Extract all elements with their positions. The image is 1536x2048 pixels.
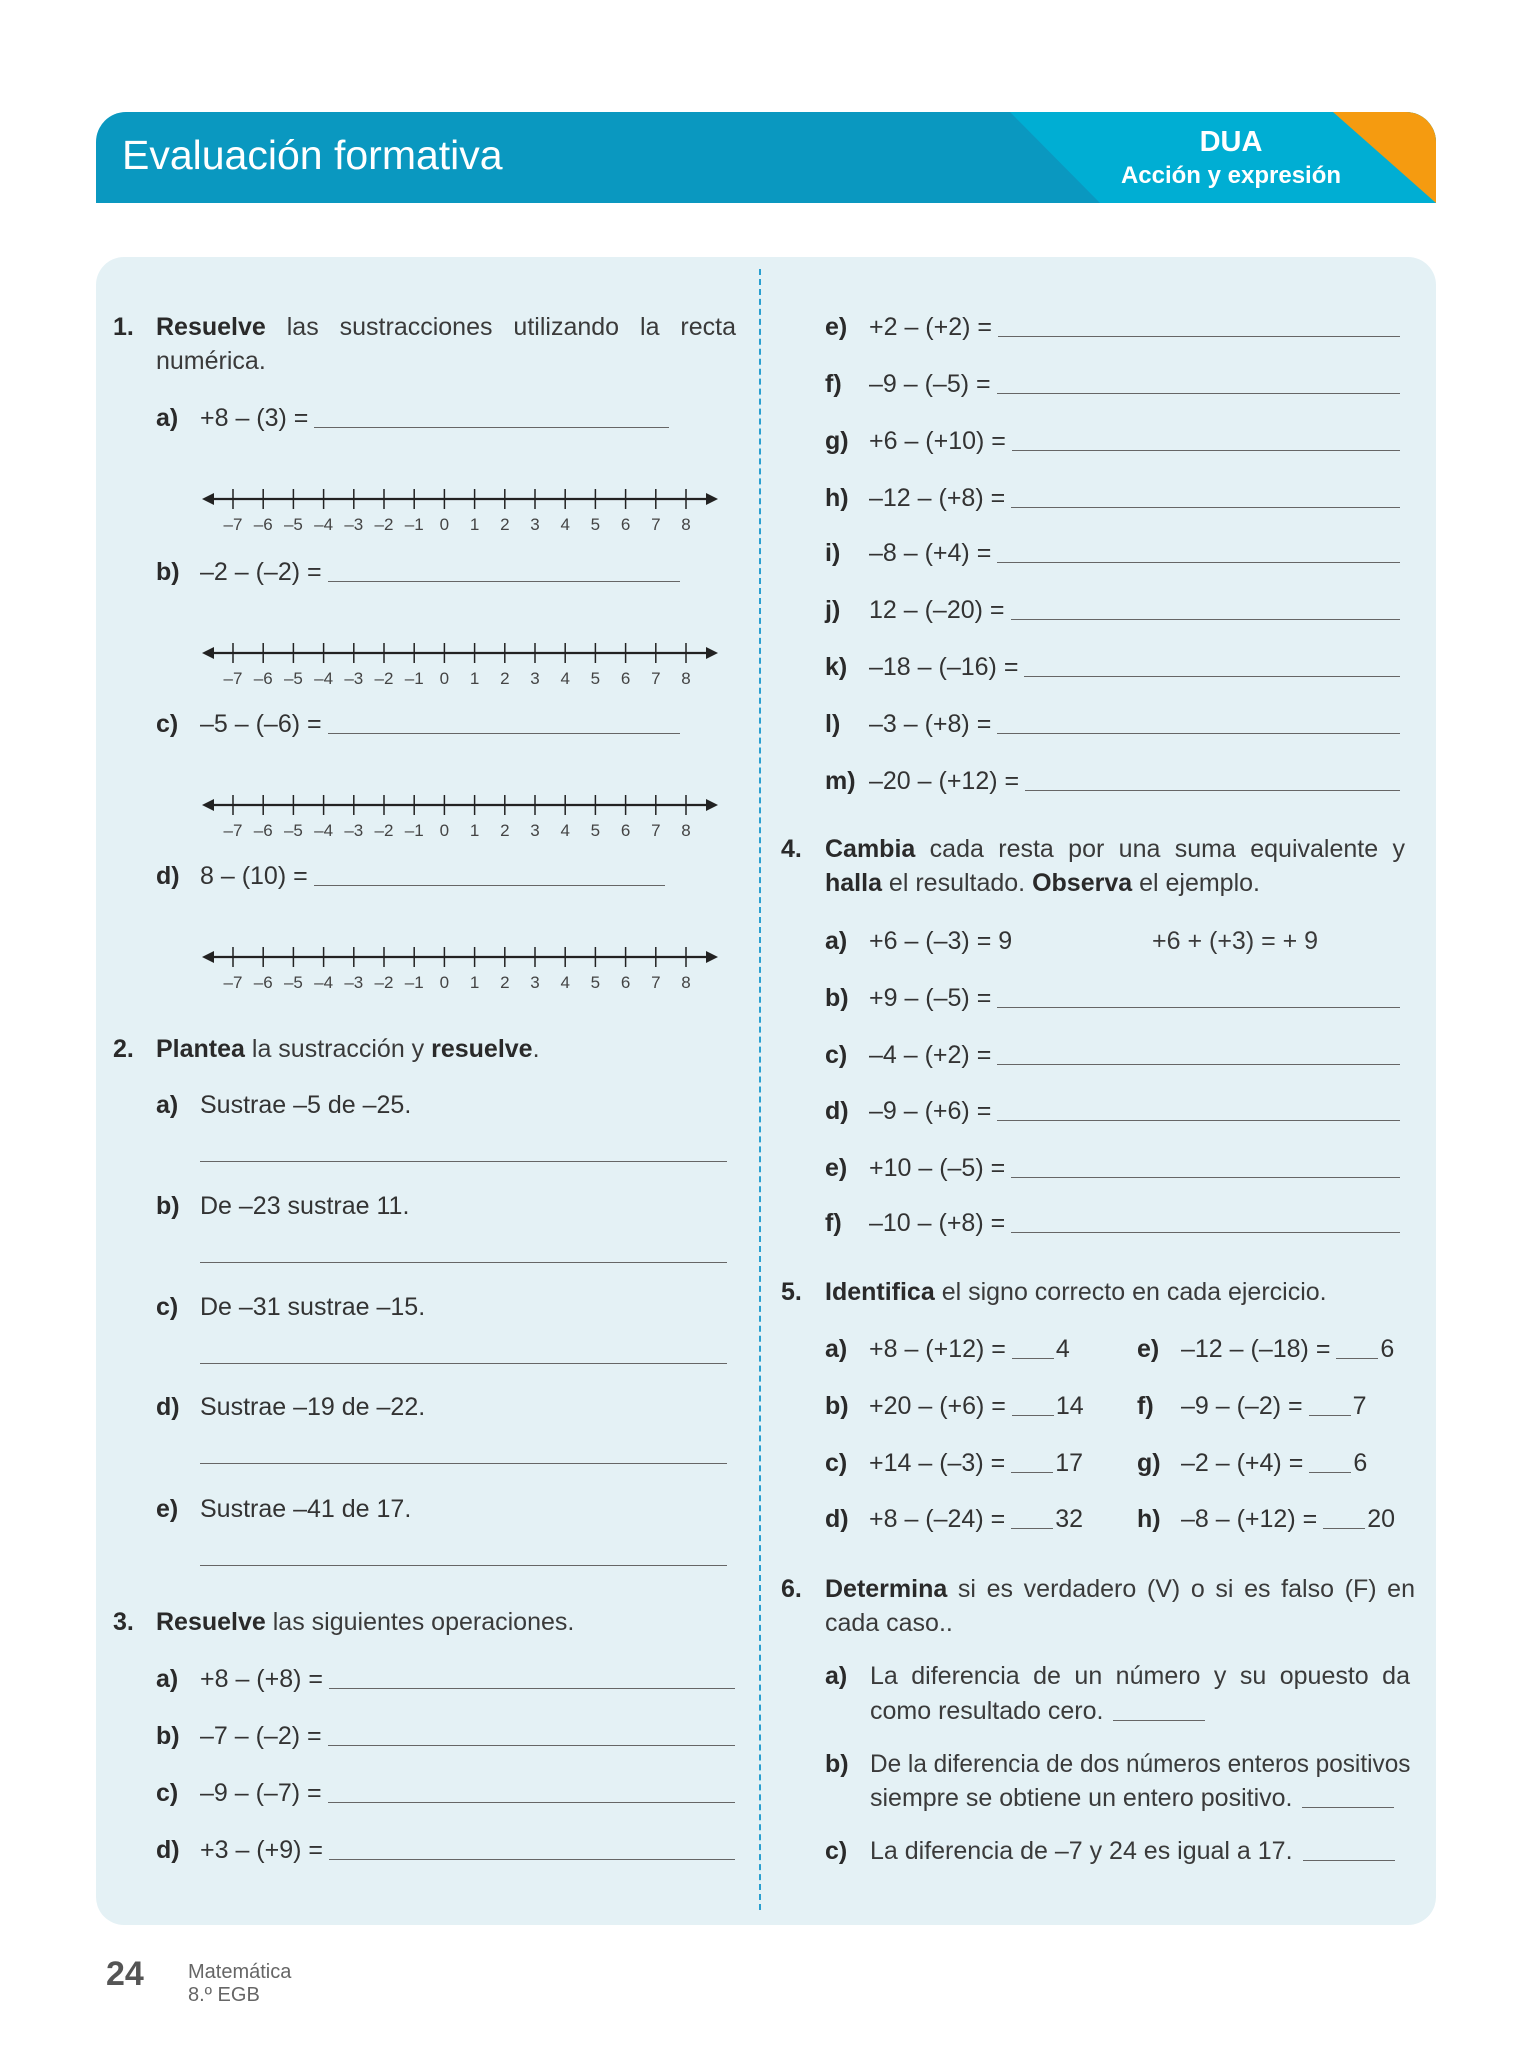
heading-keyword: resuelve xyxy=(431,1035,533,1063)
item-expression: –12 – (–18) = xyxy=(1181,1335,1331,1363)
item-letter: a) xyxy=(825,927,848,955)
heading-keyword: halla xyxy=(825,869,882,897)
item-letter: k) xyxy=(825,653,848,681)
number-line-label: –3 xyxy=(344,515,364,534)
page-title: Evaluación formativa xyxy=(122,132,503,178)
answer-line[interactable] xyxy=(200,1262,727,1263)
number-line-label: –2 xyxy=(374,821,394,840)
s1-number: 1. xyxy=(113,313,134,341)
number-line-label: –7 xyxy=(223,973,243,992)
item-answer: 32 xyxy=(1055,1505,1084,1533)
number-line-label: –6 xyxy=(253,973,273,992)
exercise-item xyxy=(825,424,1400,458)
number-line-label: –4 xyxy=(314,515,334,534)
s1-heading-line xyxy=(156,344,266,378)
statement-text: siempre se obtiene un entero positivo. xyxy=(870,1784,1293,1812)
item-letter: a) xyxy=(156,1665,179,1693)
number-line-label: 8 xyxy=(681,515,691,534)
item-letter: d) xyxy=(156,1393,180,1421)
answer-line[interactable] xyxy=(328,1745,735,1746)
item-letter: e) xyxy=(156,1495,179,1523)
item-letter: d) xyxy=(825,1505,849,1533)
item-answer: 17 xyxy=(1055,1449,1084,1477)
item-letter: f) xyxy=(825,370,842,398)
answer-line[interactable] xyxy=(200,1363,727,1364)
item-answer: 6 xyxy=(1380,1335,1395,1363)
example-sum: +6 + (+3) = + 9 xyxy=(1152,927,1319,955)
number-line-label: 4 xyxy=(560,669,570,688)
item-expression: –18 – (–16) = xyxy=(869,653,1019,681)
exercise-item xyxy=(825,1446,1083,1480)
number-line-label: 4 xyxy=(560,973,570,992)
heading-text: cada caso.. xyxy=(825,1609,953,1637)
item-expression: –7 – (–2) = xyxy=(200,1722,322,1750)
item-answer: 6 xyxy=(1353,1449,1368,1477)
answer-line[interactable] xyxy=(997,733,1400,734)
heading-keyword: Observa xyxy=(1032,869,1133,897)
item-text: Sustrae –19 de –22. xyxy=(200,1393,426,1421)
answer-line[interactable] xyxy=(1011,507,1400,508)
answer-line[interactable] xyxy=(200,1565,727,1566)
footer-grade: 8.º EGB xyxy=(188,1984,260,2006)
arrow-left-icon xyxy=(202,951,214,963)
sign-blank[interactable] xyxy=(1309,1472,1351,1473)
item-answer: 20 xyxy=(1367,1505,1396,1533)
item-letter: a) xyxy=(825,1335,848,1363)
number-line-label: 6 xyxy=(620,515,631,534)
item-expression: +8 – (3) = xyxy=(200,404,309,432)
exercise-item xyxy=(825,650,1400,684)
number-line-label: 7 xyxy=(651,821,661,840)
item-text: Sustrae –5 de –25. xyxy=(200,1091,412,1119)
number-line-label: –6 xyxy=(253,821,273,840)
arrow-right-icon xyxy=(706,493,718,505)
exercise-item xyxy=(825,1038,1400,1072)
item-letter: b) xyxy=(825,1392,849,1420)
item-text: De –23 sustrae 11. xyxy=(200,1192,410,1220)
number-line-label: 5 xyxy=(590,669,601,688)
answer-line[interactable] xyxy=(1025,790,1400,791)
answer-line[interactable] xyxy=(329,1859,735,1860)
heading-text: . xyxy=(532,1035,540,1063)
sign-blank[interactable] xyxy=(1011,1528,1053,1529)
arrow-left-icon xyxy=(202,799,214,811)
heading-text: el signo correcto en cada ejercicio. xyxy=(934,1278,1327,1306)
answer-line[interactable] xyxy=(1024,676,1400,677)
number-line-label: 2 xyxy=(500,973,510,992)
s4-heading-line xyxy=(825,832,1405,866)
heading-keyword: Determina xyxy=(825,1575,948,1603)
sign-blank[interactable] xyxy=(1309,1415,1351,1416)
true-false-blank[interactable] xyxy=(1113,1720,1205,1721)
exercise-item xyxy=(156,401,669,435)
footer-subject: Matemática xyxy=(188,1961,292,1983)
item-expression: –4 – (+2) = xyxy=(869,1041,992,1069)
answer-line[interactable] xyxy=(328,581,680,582)
number-line-label: –2 xyxy=(374,973,394,992)
s4-number: 4. xyxy=(781,835,802,863)
answer-line[interactable] xyxy=(997,1007,1400,1008)
exercise-item xyxy=(156,1833,735,1867)
item-letter: f) xyxy=(825,1209,842,1237)
s2-number: 2. xyxy=(113,1035,134,1063)
s4-heading-line xyxy=(825,866,1260,900)
arrow-right-icon xyxy=(706,647,718,659)
number-line-label: 3 xyxy=(530,973,540,992)
badge-subtitle: Acción y expresión xyxy=(1120,162,1342,189)
number-line-label: –5 xyxy=(283,821,303,840)
number-line-label: 6 xyxy=(620,821,631,840)
s6-heading-line xyxy=(825,1572,1415,1606)
exercise-item xyxy=(156,1662,735,1696)
item-expression: –20 – (+12) = xyxy=(869,767,1020,795)
number-line-label: –5 xyxy=(283,515,303,534)
s2-heading-line xyxy=(156,1032,540,1066)
item-letter: b) xyxy=(825,1750,849,1778)
item-letter: e) xyxy=(825,1154,848,1182)
number-line-label: –4 xyxy=(314,669,334,688)
number-line-label: 0 xyxy=(439,973,450,992)
number-line-label: 1 xyxy=(469,973,480,992)
item-answer: 4 xyxy=(1055,1335,1070,1363)
number-line-label: 0 xyxy=(439,821,450,840)
item-text: De –31 sustrae –15. xyxy=(200,1293,426,1321)
true-false-blank[interactable] xyxy=(1302,1807,1394,1808)
item-answer: 7 xyxy=(1352,1392,1367,1420)
statement-line xyxy=(870,1747,1410,1781)
item-expression: –5 – (–6) = xyxy=(200,710,322,738)
exercise-item xyxy=(156,859,665,893)
arrow-right-icon xyxy=(706,799,718,811)
number-line-label: 4 xyxy=(560,515,570,534)
item-letter: e) xyxy=(1137,1335,1160,1363)
exercise-item xyxy=(156,1719,735,1753)
number-line-label: –1 xyxy=(404,669,424,688)
heading-keyword: Identifica xyxy=(825,1278,935,1306)
item-letter: c) xyxy=(825,1449,848,1477)
number-line-label: –1 xyxy=(404,515,424,534)
statement-text: De la diferencia de dos números enteros positivos xyxy=(870,1750,1411,1778)
exercise-item xyxy=(156,1492,411,1526)
item-expression: +20 – (+6) = xyxy=(869,1392,1006,1420)
number-line-label: –7 xyxy=(223,515,243,534)
item-expression: –10 – (+8) = xyxy=(869,1209,1006,1237)
number-line-label: 3 xyxy=(530,669,540,688)
heading-keyword: Cambia xyxy=(825,835,916,863)
item-text: Sustrae –41 de 17. xyxy=(200,1495,412,1523)
item-letter: g) xyxy=(1137,1449,1161,1477)
sign-blank[interactable] xyxy=(1323,1528,1365,1529)
sign-blank[interactable] xyxy=(1011,1472,1053,1473)
item-expression: –9 – (–2) = xyxy=(1181,1392,1303,1420)
exercise-item xyxy=(156,1390,425,1424)
heading-text: si es verdadero (V) o si es falso (F) en xyxy=(947,1575,1415,1603)
heading-text: las siguientes operaciones. xyxy=(265,1608,575,1636)
item-expression: +8 – (+12) = xyxy=(869,1335,1006,1363)
item-expression: 12 – (–20) = xyxy=(869,596,1005,624)
number-line-label: 1 xyxy=(469,821,480,840)
item-expression: –2 – (+4) = xyxy=(1181,1449,1304,1477)
arrow-left-icon xyxy=(202,647,214,659)
item-letter: b) xyxy=(156,1722,180,1750)
number-line-label: 2 xyxy=(500,821,510,840)
s5-number: 5. xyxy=(781,1278,802,1306)
item-letter: e) xyxy=(825,313,848,341)
item-letter: d) xyxy=(825,1097,849,1125)
item-expression: –9 – (+6) = xyxy=(869,1097,992,1125)
number-line-label: 8 xyxy=(681,973,691,992)
item-expression: –8 – (+4) = xyxy=(869,539,992,567)
item-expression: –12 – (+8) = xyxy=(869,484,1006,512)
exercise-item xyxy=(825,1389,1084,1423)
exercise-item xyxy=(156,1290,425,1324)
number-line-label: –3 xyxy=(344,669,364,688)
item-letter: l) xyxy=(825,710,841,738)
statement-line xyxy=(870,1694,1207,1728)
exercise-item xyxy=(825,1094,1400,1128)
item-letter: d) xyxy=(156,1836,180,1864)
number-line-label: 3 xyxy=(530,515,540,534)
item-letter: a) xyxy=(156,1091,179,1119)
answer-line[interactable] xyxy=(329,1688,735,1689)
item-letter: a) xyxy=(825,1662,848,1690)
number-line-label: –3 xyxy=(344,821,364,840)
heading-text: el ejemplo. xyxy=(1132,869,1260,897)
exercise-item xyxy=(825,310,1400,344)
statement-line xyxy=(870,1659,1410,1693)
answer-line[interactable] xyxy=(997,393,1400,394)
number-line-label: 7 xyxy=(651,515,661,534)
item-letter: h) xyxy=(1137,1505,1161,1533)
answer-line[interactable] xyxy=(200,1463,727,1464)
item-letter: d) xyxy=(156,862,180,890)
number-line-label: –2 xyxy=(374,515,394,534)
exercise-item xyxy=(825,707,1400,741)
answer-line[interactable] xyxy=(328,1802,735,1803)
item-expression: –8 – (+12) = xyxy=(1181,1505,1318,1533)
item-expression: –9 – (–7) = xyxy=(200,1779,322,1807)
statement-text: como resultado cero. xyxy=(870,1697,1104,1725)
number-line-label: 7 xyxy=(651,973,661,992)
number-line xyxy=(190,485,730,537)
item-expression: +8 – (–24) = xyxy=(869,1505,1006,1533)
number-line-label: 5 xyxy=(590,973,601,992)
s5-heading-line xyxy=(825,1275,1327,1309)
answer-line[interactable] xyxy=(997,1064,1400,1065)
answer-line[interactable] xyxy=(1011,619,1400,620)
exercise-item xyxy=(825,481,1400,515)
s3-number: 3. xyxy=(113,1608,134,1636)
exercise-item xyxy=(1137,1332,1394,1366)
page-number: 24 xyxy=(106,1955,144,1993)
number-line-label: –4 xyxy=(314,973,334,992)
heading-text: la sustracción y xyxy=(244,1035,432,1063)
number-line-label: –6 xyxy=(253,669,273,688)
item-letter: b) xyxy=(156,558,180,586)
exercise-item xyxy=(825,1206,1400,1240)
exercise-item xyxy=(825,1502,1083,1536)
answer-line[interactable] xyxy=(1012,450,1400,451)
item-letter: f) xyxy=(1137,1392,1154,1420)
item-letter: c) xyxy=(156,1293,179,1321)
s3-heading-line xyxy=(156,1605,574,1639)
exercise-item xyxy=(156,555,680,589)
statement-text: La diferencia de –7 y 24 es igual a 17. xyxy=(870,1837,1293,1865)
heading-text: cada resta por una suma equivalente y xyxy=(915,835,1405,863)
item-letter: i) xyxy=(825,539,841,567)
exercise-item xyxy=(825,593,1400,627)
exercise-item xyxy=(1137,1502,1395,1536)
heading-text: numérica. xyxy=(156,347,266,375)
number-line-label: 7 xyxy=(651,669,661,688)
exercise-item xyxy=(825,536,1400,570)
number-line-label: –5 xyxy=(283,973,303,992)
number-line-label: 0 xyxy=(439,669,450,688)
arrow-right-icon xyxy=(706,951,718,963)
item-expression: –2 – (–2) = xyxy=(200,558,322,586)
number-line-label: 1 xyxy=(469,515,480,534)
number-line-label: 2 xyxy=(500,515,510,534)
heading-keyword: Resuelve xyxy=(156,1608,266,1636)
item-expression: +14 – (–3) = xyxy=(869,1449,1006,1477)
exercise-item xyxy=(156,1189,409,1223)
number-line-label: 5 xyxy=(590,515,601,534)
number-line-label: –1 xyxy=(404,821,424,840)
item-letter: j) xyxy=(825,596,841,624)
item-letter: h) xyxy=(825,484,849,512)
number-line xyxy=(190,943,730,995)
item-letter: a) xyxy=(156,404,179,432)
number-line-label: –7 xyxy=(223,821,243,840)
number-line-label: 1 xyxy=(469,669,480,688)
statement-line xyxy=(870,1834,1397,1868)
heading-keyword: Plantea xyxy=(156,1035,245,1063)
exercise-item xyxy=(825,764,1400,798)
exercise-item xyxy=(156,1776,735,1810)
number-line-label: –4 xyxy=(314,821,334,840)
item-expression: +8 – (+8) = xyxy=(200,1665,323,1693)
answer-line[interactable] xyxy=(314,885,665,886)
answer-line[interactable] xyxy=(328,733,680,734)
item-answer: 14 xyxy=(1055,1392,1084,1420)
item-expression: +9 – (–5) = xyxy=(869,984,992,1012)
heading-text: las sustracciones utilizando la recta xyxy=(265,313,736,341)
item-expression: 8 – (10) = xyxy=(200,862,308,890)
number-line-label: –6 xyxy=(253,515,273,534)
number-line-label: 0 xyxy=(439,515,450,534)
number-line xyxy=(190,639,730,691)
number-line-label: 3 xyxy=(530,821,540,840)
item-expression: –3 – (+8) = xyxy=(869,710,992,738)
item-expression: –9 – (–5) = xyxy=(869,370,991,398)
answer-line[interactable] xyxy=(998,336,1400,337)
number-line-label: 2 xyxy=(500,669,510,688)
statement-text: La diferencia de un número y su opuesto da xyxy=(870,1662,1410,1690)
item-letter: c) xyxy=(825,1041,848,1069)
arrow-left-icon xyxy=(202,493,214,505)
item-letter: c) xyxy=(156,710,179,738)
number-line-label: 6 xyxy=(620,669,631,688)
answer-line[interactable] xyxy=(1011,1232,1400,1233)
number-line xyxy=(190,791,730,843)
answer-line[interactable] xyxy=(997,1120,1400,1121)
s6-heading-line xyxy=(825,1606,953,1640)
number-line-label: –3 xyxy=(344,973,364,992)
item-expression: +6 – (+10) = xyxy=(869,427,1006,455)
exercise-item xyxy=(825,1151,1400,1185)
number-line-label: 5 xyxy=(590,821,601,840)
number-line-label: 8 xyxy=(681,669,691,688)
answer-line[interactable] xyxy=(997,562,1400,563)
sign-blank[interactable] xyxy=(1336,1358,1378,1359)
exercise-item xyxy=(825,981,1400,1015)
example-item xyxy=(825,924,1012,958)
exercise-item xyxy=(156,707,680,741)
item-letter: g) xyxy=(825,427,849,455)
item-expression: +10 – (–5) = xyxy=(869,1154,1006,1182)
heading-keyword: Resuelve xyxy=(156,313,266,341)
number-line-label: –1 xyxy=(404,973,424,992)
number-line-label: 6 xyxy=(620,973,631,992)
answer-line[interactable] xyxy=(314,427,669,428)
s6-number: 6. xyxy=(781,1575,802,1603)
item-letter: b) xyxy=(156,1192,180,1220)
item-letter: c) xyxy=(825,1837,848,1865)
item-expression: +3 – (+9) = xyxy=(200,1836,323,1864)
column-divider xyxy=(759,269,761,1910)
answer-line[interactable] xyxy=(200,1161,727,1162)
exercise-item xyxy=(825,367,1400,401)
number-line-label: –7 xyxy=(223,669,243,688)
number-line-label: –5 xyxy=(283,669,303,688)
number-line-label: 4 xyxy=(560,821,570,840)
section-header xyxy=(96,112,1436,203)
sign-blank[interactable] xyxy=(1012,1358,1054,1359)
item-letter: m) xyxy=(825,767,856,795)
number-line-label: –2 xyxy=(374,669,394,688)
heading-text: el resultado. xyxy=(881,869,1033,897)
true-false-blank[interactable] xyxy=(1303,1860,1395,1861)
item-letter: b) xyxy=(825,984,849,1012)
answer-line[interactable] xyxy=(1011,1177,1400,1178)
number-line-label: 8 xyxy=(681,821,691,840)
item-letter: c) xyxy=(156,1779,179,1807)
exercise-item xyxy=(1137,1389,1367,1423)
sign-blank[interactable] xyxy=(1012,1415,1054,1416)
s1-heading-line xyxy=(156,310,736,344)
exercise-item xyxy=(156,1088,411,1122)
item-expression: +2 – (+2) = xyxy=(869,313,992,341)
exercise-item xyxy=(1137,1446,1367,1480)
item-expression: +6 – (–3) = 9 xyxy=(869,927,1013,955)
badge-title: DUA xyxy=(1199,126,1263,158)
statement-line xyxy=(870,1781,1396,1815)
exercise-item xyxy=(825,1332,1070,1366)
